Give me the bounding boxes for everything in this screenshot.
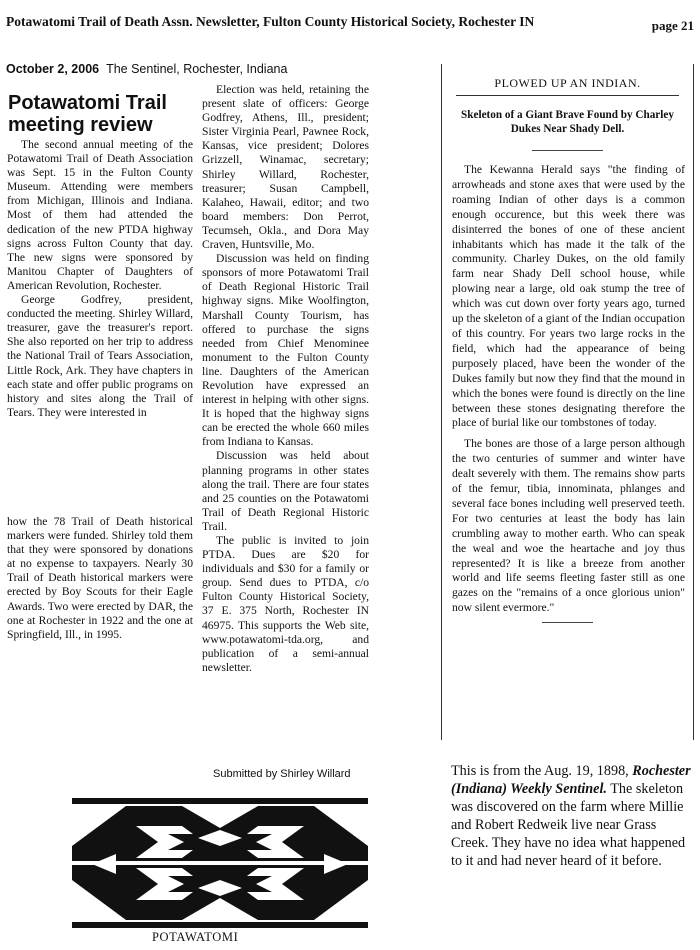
clipping-end-rule — [542, 622, 593, 623]
dateline — [6, 62, 287, 76]
clipping-title: PLOWED UP AN INDIAN. — [494, 76, 641, 90]
newsletter-header — [6, 14, 694, 38]
note-text: The skeleton was discovered on the farm where Millie and Robert Redweik live near Grass Creek. They have no idea what happened to it and had never heard of it before. — [451, 781, 686, 869]
article-paragraph: The public is invited to join PTDA. Dues are $20 for individuals and $30 for a family or group. Send dues to PTDA, c/o Fulton County Historical Society, 37 E. 375 North, Rochester IN 46975. This supports the Web site, www.potawatomi-tda.org, and publication of a semi-annual newsletter. — [202, 534, 369, 674]
article-source: The Sentinel, Rochester, Indiana — [106, 62, 288, 76]
clipping-divider — [532, 150, 603, 151]
potawatomi-ribbon-design-icon — [72, 798, 368, 928]
clipping-body — [452, 163, 685, 616]
clipping-paragraph: The Kewanna Herald says "the finding of arrowheads and stone axes that were used by the roaming Indian of other days is a common enough occurence, but this week there was disinterred the bones of one of these ancient inhabitants which has made it the talk of the community. Charley Dukes, on the old family farm near Shady Dell school house, while plowing near a large, old oak stump the tree of which was cut down over forty years ago, turned up the skeleton of a giant of the Indian occupation of this country. For years two large rocks in the field, which had the appearance of being purposely placed, have been the wonder of the Dukes family but now they find that the mound in which the bones were found is directly on the line between these stones designating therefore the place of burial like our tombstones of today. — [452, 163, 685, 430]
newspaper-clipping — [441, 64, 694, 740]
note-source: Rochester (Indiana) Weekly Sentinel. — [451, 763, 691, 797]
submitted-by-credit: Submitted by Shirley Willard — [213, 768, 351, 780]
article-column-1-bottom — [7, 515, 193, 642]
article-paragraph: Election was held, retaining the present slate of officers: George Godfrey, Athens, Ill., president; Sister Virginia Pearl, Pawnee Rock, Kansas, vice president; Dolores Grizzell, Winamac, secretary; Shirley Willard, Rochester, treasurer; Susan Campbell, Kalaheo, Hawaii, editor; and two board members: Don Perrot, Tecumseh, Okla., and Dora May Craven, Huntsville, Mo. — [202, 83, 369, 252]
article-column-2 — [202, 83, 369, 675]
article-column-1-top — [7, 138, 193, 420]
clipping-rule — [456, 95, 679, 96]
page-number: page 21 — [651, 18, 694, 33]
clipping-subtitle: Skeleton of a Giant Brave Found by Charley Dukes Near Shady Dell. — [461, 109, 674, 135]
article-headline: Potawatomi Trail meeting review — [8, 92, 167, 136]
article-paragraph: The second annual meeting of the Potawatomi Trail of Death Association was Sept. 15 in the Fulton County Museum. Attending were members from Michigan, Illinois and Indiana. Most of them had attended the dedication of the new PTDA highway signs across Fulton County that day. The new signs were sponsored by Manitou Chapter of Daughters of American Revolution, Rochester. — [7, 138, 193, 292]
clipping-note — [451, 762, 691, 870]
article-paragraph: how the 78 Trail of Death historical markers were funded. Shirley told them that they were sponsored by donations at no expense to taxpayers. Nearly 30 Trail of Death historical markers were erected by Boy Scouts for their Eagle Awards. Two were erected by DAR, the one at Rochester in 1922 and the one at Springfield, Ill., in 1995. — [7, 515, 193, 641]
article-paragraph: George Godfrey, president, conducted the meeting. Shirley Willard, treasurer, gave the treasurer's report. She also reported on her trip to address the National Trail of Tears Association, Little Rock, Ark. They have chapters in each state and offer public programs on history and sites along the Trail of Tears. They were interested in — [7, 293, 193, 419]
note-lead: This is from the Aug. 19, 1898, — [451, 763, 629, 779]
clipping-paragraph: The bones are those of a large person although the two centuries of summer and winter have dealt severely with them. The remains show parts of the femur, tibia, innominata, phlanges and several face bones including well preserved teeth. For two centuries at least the body has lain crumbling away to mother earth. Who can speak the weal and woe the heartache and joy thus represented? It is like a breeze from another world and life seems fleeting faster still as one gazes on the "remains of a once glorious union" now silent evermore." — [452, 437, 685, 615]
emblem-caption: POTAWATOMI — [152, 930, 239, 944]
article-date: October 2, 2006 — [6, 62, 100, 76]
newsletter-title: Potawatomi Trail of Death Assn. Newsletter, Fulton County Historical Society, Rochester IN — [6, 14, 535, 29]
article-paragraph: Discussion was held about planning programs in other states along the trail. There are four states and 25 counties on the Potawatomi Trail of Death Regional Historic Trail. — [202, 449, 369, 533]
article-paragraph: Discussion was held on finding sponsors of more Potawatomi Trail of Death Regional Historic Trail highway signs. Mike Woolfington, Marshall County Tourism, has offered to purchase the signs needed from Chief Menominee monument to the Fulton County line. Daughters of the American Revolution have expressed an interest in helping with other signs. It is hoped that the highway signs can be erected the whole 660 miles from Indiana to Kansas. — [202, 252, 369, 449]
